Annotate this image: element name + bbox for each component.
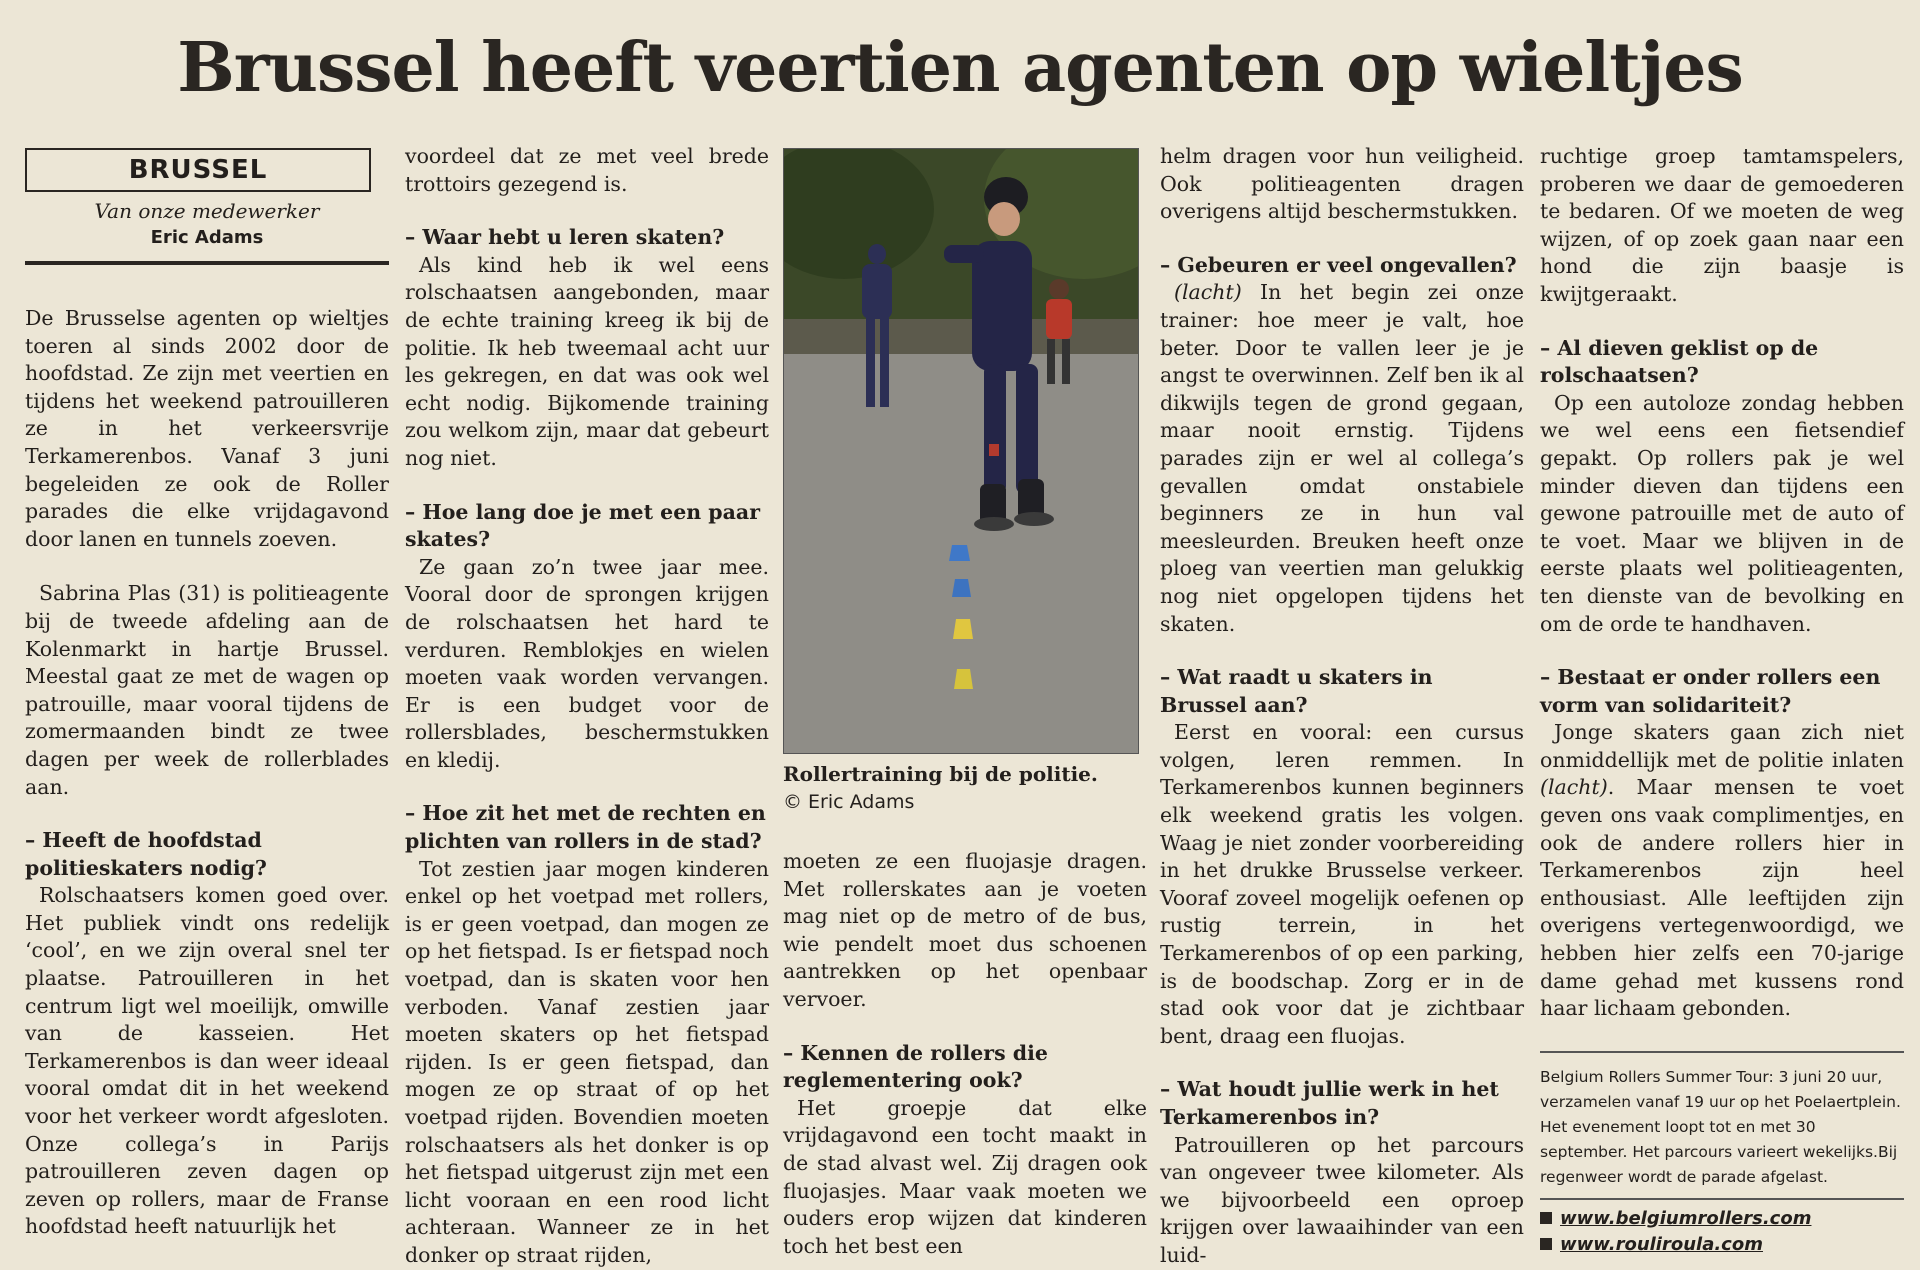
answer-9: Op een autoloze zondag hebben we wel eens een fietsendief gepakt. Op rollers pak je wel minder dieven dan tijdens een gewone patrouille met de auto of te voet. Maar we blijven in de eerste plaats wel politieagenten, ten dienste van de bevolking en om de orde te handhaven.: [1540, 390, 1904, 636]
photo-roller-training: [783, 148, 1139, 754]
answer-8: Patrouilleren op het parcours van ongeveer twee kilometer. Als we bijvoorbeeld een oproep krijgen over lawaaihinder van een luid-: [1160, 1132, 1524, 1267]
intro-paragraph-2: Sabrina Plas (31) is politieagente bij de tweede afdeling aan de Kolenmarkt in hartje Brussel. Meestal gaat ze met de wagen op patrouille, maar vooral tijdens de zomermaanden bindt ze twee dagen per week de rollerblades aan.: [25, 581, 389, 799]
question-2: – Waar hebt u leren skaten?: [405, 225, 725, 250]
caption-text: Rollertraining bij de politie.: [783, 762, 1098, 786]
answer-6-laugh: (lacht): [1174, 280, 1242, 305]
question-5: – Kennen de rollers die reglementering ook?: [783, 1040, 1048, 1093]
answer-10-text: . Maar mensen te voet geven ons vaak complimentjes, en ook de andere rollers hier in Terkamerenbos zijn heel enthousiast. Alle leeftijden zijn overigens vertegenwoordigd, we hebben hier zelfs een 70-jarige dame gehad met kussens rond haar lichaam gebonden.: [1540, 775, 1904, 1021]
dateline: BRUSSEL: [25, 148, 371, 192]
photo-credit: © Eric Adams: [783, 791, 915, 813]
byline-name: Eric Adams: [150, 227, 264, 248]
answer-10-laugh: (lacht): [1540, 775, 1608, 800]
photo-caption: [783, 760, 1143, 816]
byline-rule: [25, 261, 389, 265]
answer-2: Als kind heb ik wel eens rolschaatsen aangebonden, maar de echte training kreeg ik bij de politie. Ik heb tweemaal acht uur les gekregen, en dat was ook wel echt nodig. Bijkomende training zou welkom zijn, maar dat gebeurt nog niet.: [405, 252, 769, 470]
intro-paragraph-1: De Brusselse agenten op wieltjes toeren al sinds 2002 door de hoofdstad. Ze zijn met veertien en tijdens het weekend patrouilleren ze in het verkeersvrije Terkamerenbos. Vanaf 3 juni begeleiden ze ook de Roller parades die elke vrijdagavond door lanen en tunnels zoeven.: [25, 306, 389, 551]
answer-1-continued: voordeel dat ze met veel brede trottoirs gezegend is.: [405, 144, 769, 196]
info-box: [1540, 1051, 1904, 1258]
column-1: [25, 148, 389, 1241]
info-box-rule: [1540, 1198, 1904, 1200]
column-4: [1160, 143, 1524, 1270]
column-5: [1540, 143, 1904, 1258]
link-belgiumrollers[interactable]: www.belgiumrollers.com: [1540, 1206, 1904, 1232]
answer-6-text: In het begin zei onze trainer: hoe meer je valt, hoe beter. Door te vallen leer je je angst te overwinnen. Zelf ben ik al dikwijls tegen de grond gegaan, maar nooit ernstig. Tijdens parades zijn er wel al collega’s gevallen omdat onstabiele beginners ze in hun val meesleurden. Breuken heeft onze ploeg van veertien man gelukkig nog niet opgelopen tijdens het skaten.: [1160, 280, 1524, 636]
column-2: [405, 143, 769, 1270]
question-1: – Heeft de hoofdstad politieskaters nodig?: [25, 828, 267, 880]
question-4: – Hoe zit het met de rechten en plichten van rollers in de stad?: [405, 801, 766, 854]
answer-10-pre: Jonge skaters gaan zich niet onmiddellijk met de politie inlaten: [1540, 720, 1904, 772]
column-3: [783, 848, 1147, 1260]
answer-4-continued: moeten ze een fluojasje dragen. Met rollerskates aan je voeten mag niet op de metro of de bus, wie pendelt moet dus schoenen aantrekken op het openbaar vervoer.: [783, 849, 1147, 1011]
question-3: – Hoe lang doe je met een paar skates?: [405, 499, 761, 552]
answer-6: [1160, 279, 1524, 638]
answer-10: [1540, 719, 1904, 1023]
answer-4: Tot zestien jaar mogen kinderen enkel op het voetpad met rollers, is er geen voetpad, dan mogen ze op het fietspad. Is er fietspad noch voetpad, dan is skaten voor hen verboden. Vanaf zestien jaar moeten skaters op het fietspad rijden. Is er geen fietspad, dan mogen ze op straat of op het voetpad rijden. Bovendien moeten rolschaatsers als het donker is op het fietspad uitgerust zijn met een licht vooraan en een rood licht achteraan. Wanneer ze in het donker op straat rijden,: [405, 856, 769, 1267]
question-7: – Wat raadt u skaters in Brussel aan?: [1160, 665, 1433, 717]
answer-5: Het groepje dat elke vrijdagavond een tocht maakt in de stad alvast wel. Zij dragen ook fluojasjes. Maar vaak moeten we ouders erop wijzen dat kinderen toch het best een: [783, 1095, 1147, 1258]
info-box-text: Belgium Rollers Summer Tour: 3 juni 20 uur, verzamelen vanaf 19 uur op het Poelaertplein. Het evenement loopt tot en met 30 september. Het parcours varieert wekelijks.Bij regenweer wordt de parade afgelast.: [1540, 1067, 1901, 1186]
question-9: – Al dieven geklist op de rolschaatsen?: [1540, 335, 1819, 388]
headline: Brussel heeft veertien agenten op wieltjes: [177, 28, 1743, 108]
answer-3: Ze gaan zo’n twee jaar mee. Vooral door de sprongen krijgen de rolschaatsen het hard te verduren. Remblokjes en wielen moeten vaak worden vervangen. Er is een budget voor de rollersblades, beschermstukken en kledij.: [405, 554, 769, 772]
answer-1: Rolschaatsers komen goed over. Het publiek vindt ons redelijk ‘cool’, en we zijn overal snel ter plaatse. Patrouilleren in het centrum ligt wel moeilijk, omwille van de kasseien. Het Terkamerenbos is dan weer ideaal vooral omdat dit in het weekend voor het verkeer wordt afgesloten. Onze collega’s in Parijs patrouilleren zeven dagen op zeven op rollers, maar de Franse hoofdstad heeft natuurlijk het: [25, 883, 389, 1239]
answer-7: Eerst en vooral: een cursus volgen, leren remmen. In Terkamerenbos kunnen beginners elk weekend gratis les volgen. Waag je niet zonder voorbereiding in het drukke Brusselse verkeer. Vooraf zoveel mogelijk oefenen op rustig terrein, in het Terkamerenbos of op een parking, is de boodschap. Zorg er in de stad ook voor dat je zichtbaar bent, draag een fluojas.: [1160, 720, 1524, 1048]
link-rouliroula[interactable]: www.rouliroula.com: [1540, 1232, 1904, 1258]
photo-illustration: [784, 149, 1138, 753]
answer-5-continued: helm dragen voor hun veiligheid. Ook politieagenten dragen overigens altijd beschermstukken.: [1160, 144, 1524, 224]
byline-role: Van onze medewerker: [94, 199, 320, 223]
question-6: – Gebeuren er veel ongevallen?: [1160, 252, 1517, 277]
question-10: – Bestaat er onder rollers een vorm van solidariteit?: [1540, 665, 1881, 717]
question-8: – Wat houdt jullie werk in het Terkamerenbos in?: [1160, 1077, 1499, 1129]
answer-8-continued: ruchtige groep tamtamspelers, proberen we daar de gemoederen te bedaren. Of we moeten de weg wijzen, of op zoek gaan naar een hond die zijn baasje is kwijtgeraakt.: [1540, 144, 1904, 306]
